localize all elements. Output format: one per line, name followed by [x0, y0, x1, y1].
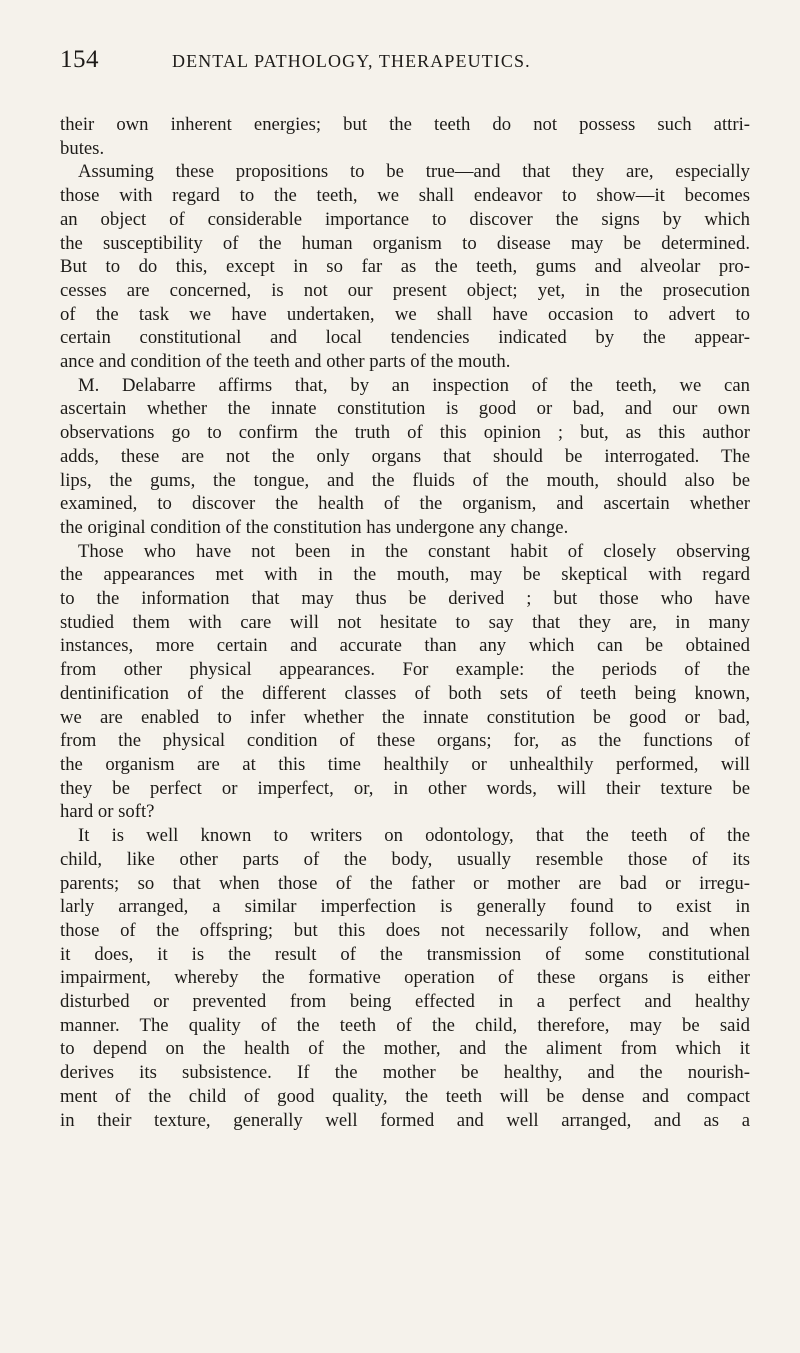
paragraph-start-line: It is well known to writers on odontology, that the teeth of the	[78, 825, 750, 847]
text-line: to depend on the health of the mother, and the aliment from which it	[60, 1038, 750, 1060]
text-line: an object of considerable importance to discover the signs by which	[60, 208, 750, 230]
text-line: those of the offspring; but this does not necessarily follow, and when	[60, 919, 750, 941]
text-line: they be perfect or imperfect, or, in other words, will their texture be	[60, 777, 750, 799]
text-line: the appearances met with in the mouth, may be skeptical with regard	[60, 564, 750, 586]
text-line: the organism are at this time healthily or unhealthily performed, will	[60, 753, 750, 775]
text-line: manner. The quality of the teeth of the child, therefore, may be said	[60, 1014, 750, 1036]
text-line: those with regard to the teeth, we shall endeavor to show—it becomes	[60, 185, 750, 207]
text-line: certain constitutional and local tendencies indicated by the appear-	[60, 327, 750, 349]
page-number: 154	[60, 46, 99, 73]
text-line: ance and condition of the teeth and other parts of the mouth.	[60, 351, 511, 373]
text-line: parents; so that when those of the father or mother are bad or irregu-	[60, 872, 750, 894]
text-line: in their texture, generally well formed and well arranged, and as a	[60, 1109, 750, 1131]
text-line: impairment, whereby the formative operation of these organs is either	[60, 967, 750, 989]
text-line: child, like other parts of the body, usually resemble those of its	[60, 848, 750, 870]
text-line: of the task we have undertaken, we shall have occasion to advert to	[60, 303, 750, 325]
page-header	[60, 44, 750, 76]
text-line: the susceptibility of the human organism to disease may be determined.	[60, 232, 750, 254]
text-line: disturbed or prevented from being effected in a perfect and healthy	[60, 991, 750, 1013]
text-line: ment of the child of good quality, the teeth will be dense and compact	[60, 1085, 750, 1107]
text-line: cesses are concerned, is not our present object; yet, in the prosecution	[60, 279, 750, 301]
text-line: the original condition of the constitution has undergone any change.	[60, 516, 569, 538]
text-line: dentinification of the different classes of both sets of teeth being known,	[60, 682, 750, 704]
text-line: it does, it is the result of the transmission of some constitutional	[60, 943, 750, 965]
body-text	[60, 113, 750, 1132]
text-line: we are enabled to infer whether the innate constitution be good or bad,	[60, 706, 750, 728]
text-line: from other physical appearances. For example: the periods of the	[60, 659, 750, 681]
paragraph-start-line: M. Delabarre affirms that, by an inspection of the teeth, we can	[78, 374, 750, 396]
text-line: butes.	[60, 137, 105, 159]
text-line: examined, to discover the health of the organism, and ascertain whether	[60, 493, 750, 515]
running-head: DENTAL PATHOLOGY, THERAPEUTICS.	[172, 51, 531, 71]
text-line: studied them with care will not hesitate to say that they are, in many	[60, 611, 750, 633]
text-line: hard or soft?	[60, 801, 155, 823]
text-line: But to do this, except in so far as the teeth, gums and alveolar pro-	[60, 256, 750, 278]
text-line: derives its subsistence. If the mother be healthy, and the nourish-	[60, 1062, 750, 1084]
text-line: from the physical condition of these organs; for, as the functions of	[60, 730, 750, 752]
text-line: larly arranged, a similar imperfection is generally found to exist in	[60, 896, 750, 918]
text-line: adds, these are not the only organs that should be interrogated. The	[60, 445, 750, 467]
text-line: to the information that may thus be derived ; but those who have	[60, 588, 750, 610]
text-line: observations go to confirm the truth of this opinion ; but, as this author	[60, 422, 750, 444]
paragraph-start-line: Those who have not been in the constant habit of closely observing	[78, 540, 750, 562]
text-line: instances, more certain and accurate than any which can be obtained	[60, 635, 750, 657]
text-line: lips, the gums, the tongue, and the fluids of the mouth, should also be	[60, 469, 750, 491]
text-line: ascertain whether the innate constitution is good or bad, and our own	[60, 398, 750, 420]
paragraph-start-line: Assuming these propositions to be true—and that they are, especially	[78, 161, 750, 183]
text-line: their own inherent energies; but the teeth do not possess such attri-	[60, 114, 750, 135]
